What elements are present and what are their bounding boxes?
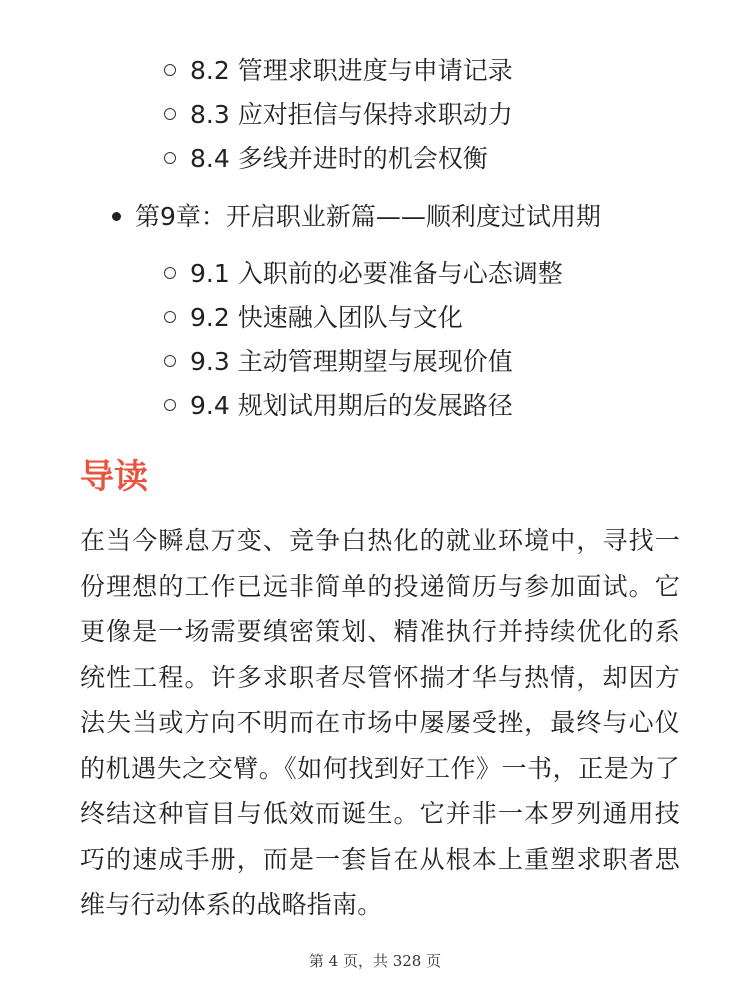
toc-item-9-2[interactable] <box>164 298 463 338</box>
hollow-bullet-icon <box>164 267 176 279</box>
toc-item-8-4[interactable] <box>164 139 488 179</box>
intro-paragraph: 在当今瞬息万变、竞争白热化的就业环境中，寻找一份理想的工作已远非简单的投递简历与参加面试。它更像是一场需要缜密策划、精准执行并持续优化的系统性工程。许多求职者尽管怀揣才华与热情，却因方法失当或方向不明而在市场中屡屡受挫，最终与心仪的机遇失之交臂。《如何找到好工作》一书，正是为了终结这种盲目与低效而诞生。它并非一本罗列通用技巧的速成手册，而是一套旨在从根本上重塑求职者思维与行动体系的战略指南。 <box>80 526 680 919</box>
toc-item-9-3[interactable] <box>164 342 513 382</box>
hollow-bullet-icon <box>164 152 176 164</box>
toc-item-label: 9.2 快速融入团队与文化 <box>190 303 463 332</box>
hollow-bullet-icon <box>164 399 176 411</box>
hollow-bullet-icon <box>164 355 176 367</box>
toc-chapter-9[interactable] <box>112 197 601 237</box>
hollow-bullet-icon <box>164 64 176 76</box>
toc-item-label: 8.2 管理求职进度与申请记录 <box>190 56 513 85</box>
toc-item-label: 8.4 多线并进时的机会权衡 <box>190 144 488 173</box>
toc-item-8-2[interactable] <box>164 51 513 91</box>
page-number: 第 4 页，共 328 页 <box>308 952 442 970</box>
hollow-bullet-icon <box>164 311 176 323</box>
hollow-bullet-icon <box>164 108 176 120</box>
toc-item-9-1[interactable] <box>164 254 563 294</box>
toc-item-label: 9.3 主动管理期望与展现价值 <box>190 347 513 376</box>
filled-bullet-icon <box>112 212 121 221</box>
toc-item-label: 9.4 规划试用期后的发展路径 <box>190 391 513 420</box>
toc-item-label: 8.3 应对拒信与保持求职动力 <box>190 100 513 129</box>
toc-chapter-label: 第9章：开启职业新篇——顺利度过试用期 <box>135 202 601 231</box>
toc-item-label: 9.1 入职前的必要准备与心态调整 <box>190 259 563 288</box>
intro-heading: 导读 <box>80 457 148 497</box>
toc-item-8-3[interactable] <box>164 95 513 135</box>
toc-item-9-4[interactable] <box>164 386 513 426</box>
